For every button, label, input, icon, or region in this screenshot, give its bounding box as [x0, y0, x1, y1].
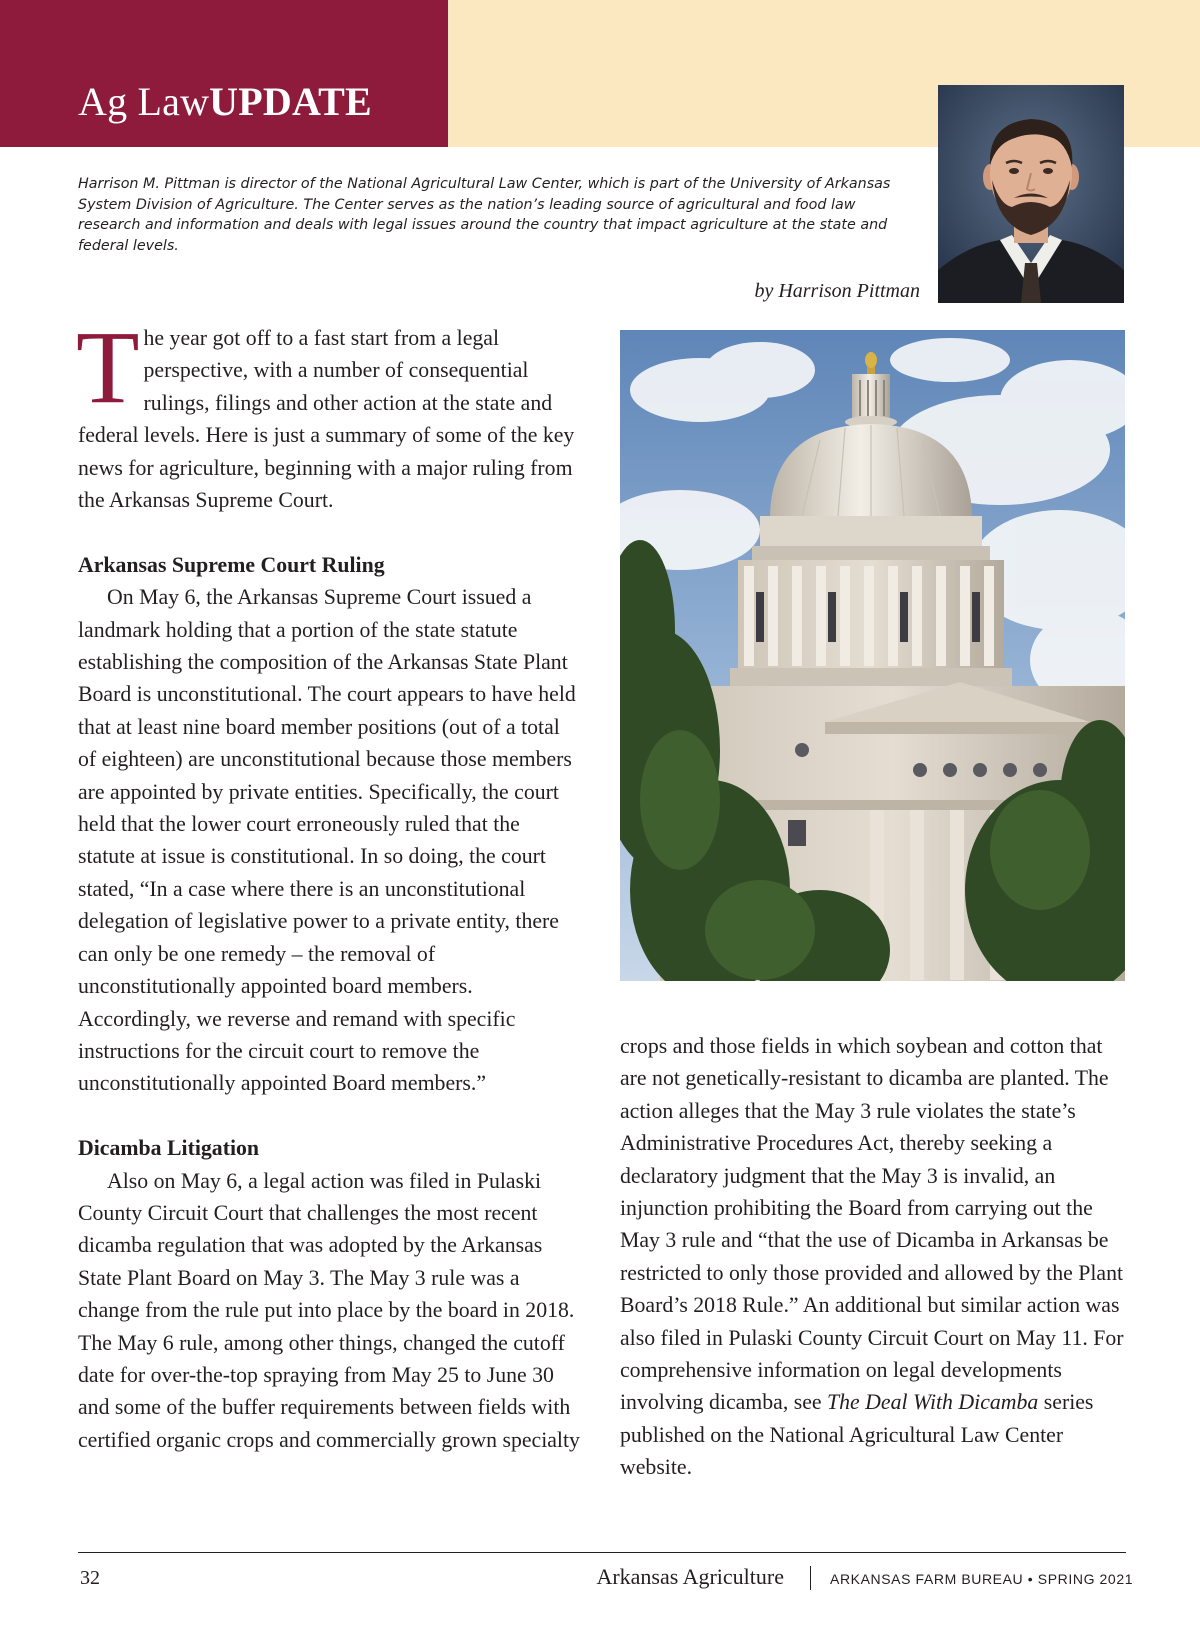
- issue-bullet: •: [1027, 1571, 1034, 1587]
- footer-separator: [810, 1566, 811, 1590]
- issue-info: [830, 1569, 1133, 1589]
- author-portrait: [938, 85, 1124, 303]
- dicamba-continued-text: crops and those fields in which soybean and cotton that are not genetically-resistant to dicamba are planted. The action alleges that the May 3 rule violates the state’s Administrative Procedures Act, thereby seeking a declaratory judgment that the May 3 is invalid, an injunction prohibiting the Board from carrying out the May 3 rule and “that the use of Dicamba in Arkansas be restricted to only those provided and allowed by the Plant Board’s 2018 Rule.” An additional but similar action was also filed in Pulaski County Circuit Court on May 11. For comprehensive information on legal developments involving dicamba, see: [620, 1034, 1124, 1415]
- paragraph-spacer: [78, 516, 580, 548]
- issue-date: SPRING 2021: [1037, 1571, 1134, 1587]
- article-intro: [76, 310, 580, 516]
- section-title: [78, 76, 372, 128]
- footer-rule: [78, 1552, 1126, 1553]
- section-title-bold: UPDATE: [209, 79, 372, 124]
- byline: by Harrison Pittman: [754, 280, 920, 302]
- paragraph-spacer: [78, 1100, 580, 1132]
- section-title-plain: Ag Law: [78, 79, 210, 124]
- section-body-dicamba-continued: [620, 1030, 1130, 1484]
- section-body-supreme-court: On May 6, the Arkansas Supreme Court issued a landmark holding that a portion of the state statute establishing the composition of the Arkansas State Plant Board is unconstitutional. The court appears to have held that at least nine board member positions (out of a total of eighteen) are unconstitutional because those members are appointed by private entities. Specifically, the court held that the lower court erroneously ruled that the statute at issue is constitutional. In so doing, the court stated, “In a case where there is an unconstitutional delegation of legislative power to a private entity, there can only be one remedy – the removal of unconstitutionally appointed board members. Accordingly, we reverse and remand with specific instructions for the circuit court to remove the unconstitutionally appointed Board members.”: [78, 585, 576, 1096]
- publication-name: Arkansas Agriculture: [596, 1564, 784, 1589]
- capitol-illustration: [620, 330, 1125, 981]
- dicamba-end-text: series published on the National Agricultural Law Center website.: [620, 1390, 1094, 1480]
- section-body-dicamba: Also on May 6, a legal action was filed in Pulaski County Circuit Court that challenges the most recent dicamba regulation that was adopted by the Arkansas State Plant Board on May 3. The May 3 rule was a change from the rule put into place by the board in 2018. The May 6 rule, among other things, changed the cutoff date for over-the-top spraying from May 25 to June 30 and some of the buffer requirements between fields with certified organic crops and commercially grown specialty: [78, 1168, 580, 1452]
- author-bio: Harrison M. Pittman is director of the National Agricultural Law Center, which is part of the University of Arkansas System Division of Agriculture. The Center serves as the nation’s leading source of agricultural and food law research and information and deals with legal issues around the country that impact agriculture at the state and federal levels.: [78, 176, 891, 254]
- article-column-left: [76, 310, 580, 1456]
- drop-cap: T: [76, 310, 140, 425]
- series-title: The Deal With Dicamba: [827, 1390, 1039, 1415]
- article-intro-text: he year got off to a fast start from a legal perspective, with a number of consequential rulings, filings and other action at the state and federal levels. Here is just a summary of some of the key news for agriculture, beginning with a major ruling from the Arkansas Supreme Court.: [78, 326, 575, 513]
- article-column-right: [620, 1030, 1130, 1484]
- issue-org: ARKANSAS FARM BUREAU: [830, 1571, 1024, 1587]
- section-heading-supreme-court: Arkansas Supreme Court Ruling: [78, 552, 385, 577]
- section-heading-dicamba: Dicamba Litigation: [78, 1136, 260, 1161]
- capitol-photo: [620, 330, 1125, 981]
- author-portrait-illustration: [938, 85, 1124, 303]
- page-number: 32: [80, 1567, 100, 1589]
